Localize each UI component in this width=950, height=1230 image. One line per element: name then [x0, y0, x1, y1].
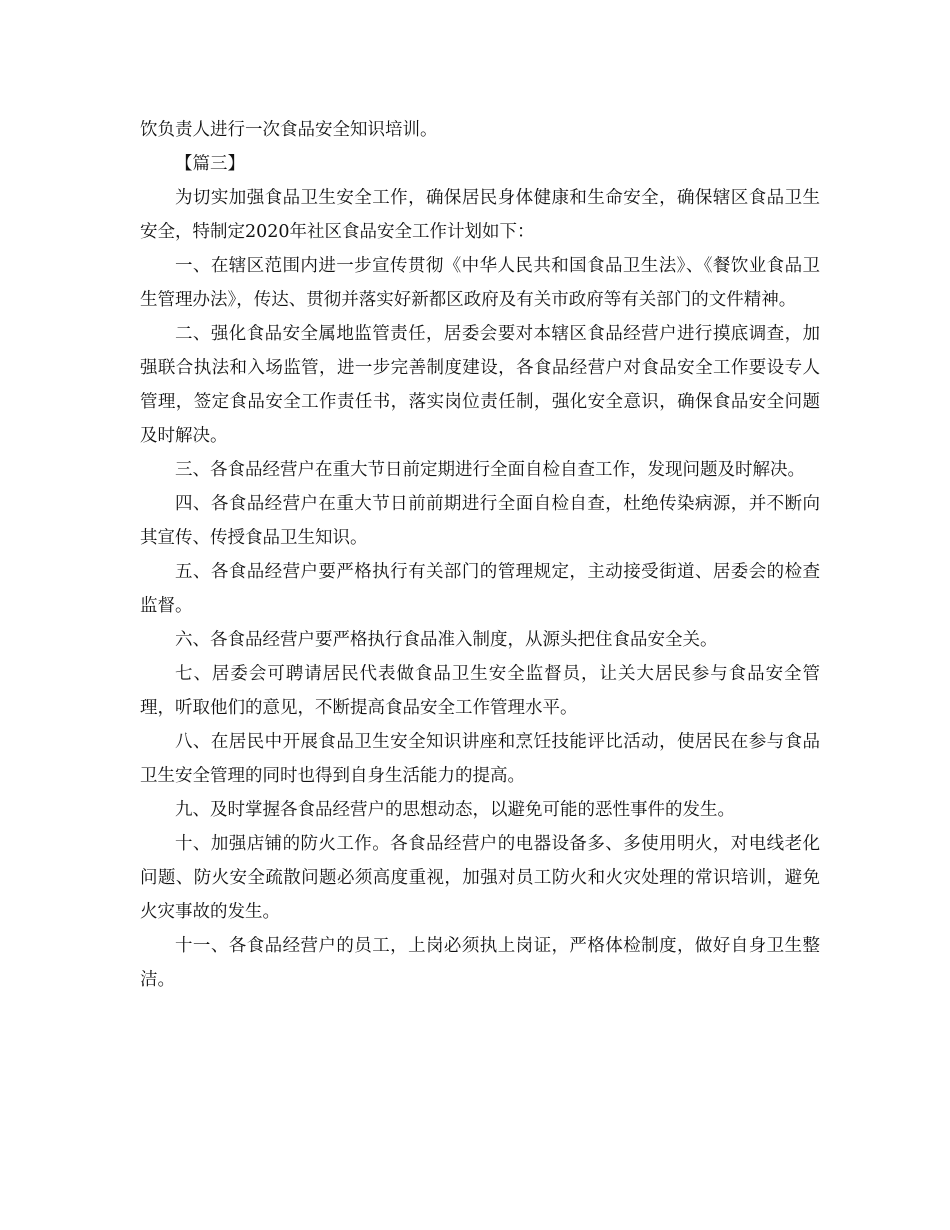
paragraph-item-2: 二、强化食品安全属地监管责任，居委会要对本辖区食品经营户进行摸底调查，加强联合执法和入场监管，进一步完善制度建设，各食品经营户对食品安全工作要设专人管理，签定食品安全工作责任书，落实岗位责任制，强化安全意识，确保食品安全问题及时解决。 — [140, 324, 820, 446]
paragraph-item-5: 五、各食品经营户要严格执行有关部门的管理规定，主动接受街道、居委会的检查监督。 — [140, 562, 820, 616]
paragraph-item-1: 一、在辖区范围内进一步宣传贯彻《中华人民共和国食品卫生法》、《餐饮业食品卫生管理办法》，传达、贯彻并落实好新都区政府及有关市政府等有关部门的文件精神。 — [140, 256, 820, 310]
document-body — [140, 113, 820, 997]
paragraph-intro: 为切实加强食品卫生安全工作，确保居民身体健康和生命安全，确保辖区食品卫生安全，特制定2020年社区食品安全工作计划如下： — [140, 188, 820, 242]
paragraph-item-10: 十、加强店铺的防火工作。各食品经营户的电器设备多、多使用明火，对电线老化问题、防火安全疏散问题必须高度重视，加强对员工防火和火灾处理的常识培训，避免火灾事故的发生。 — [140, 834, 820, 922]
paragraph-continuation: 饮负责人进行一次食品安全知识培训。 — [140, 120, 438, 140]
section-heading: 【篇三】 — [175, 154, 245, 174]
paragraph-item-11: 十一、各食品经营户的员工，上岗必须执上岗证，严格体检制度，做好自身卫生整洁。 — [140, 936, 820, 990]
paragraph-item-9: 九、及时掌握各食品经营户的思想动态，以避免可能的恶性事件的发生。 — [175, 800, 735, 820]
paragraph-item-3: 三、各食品经营户在重大节日前定期进行全面自检自查工作，发现问题及时解决。 — [175, 460, 805, 480]
paragraph-item-7: 七、居委会可聘请居民代表做食品卫生安全监督员，让关大居民参与食品安全管理，听取他们的意见，不断提高食品安全工作管理水平。 — [140, 664, 820, 718]
paragraph-item-8: 八、在居民中开展食品卫生安全知识讲座和烹饪技能评比活动，使居民在参与食品卫生安全管理的同时也得到自身生活能力的提高。 — [140, 732, 820, 786]
paragraph-item-6: 六、各食品经营户要严格执行食品准入制度，从源头把住食品安全关。 — [175, 630, 718, 650]
paragraph-item-4: 四、各食品经营户在重大节日前前期进行全面自检自查，杜绝传染病源，并不断向其宣传、传授食品卫生知识。 — [140, 494, 820, 548]
